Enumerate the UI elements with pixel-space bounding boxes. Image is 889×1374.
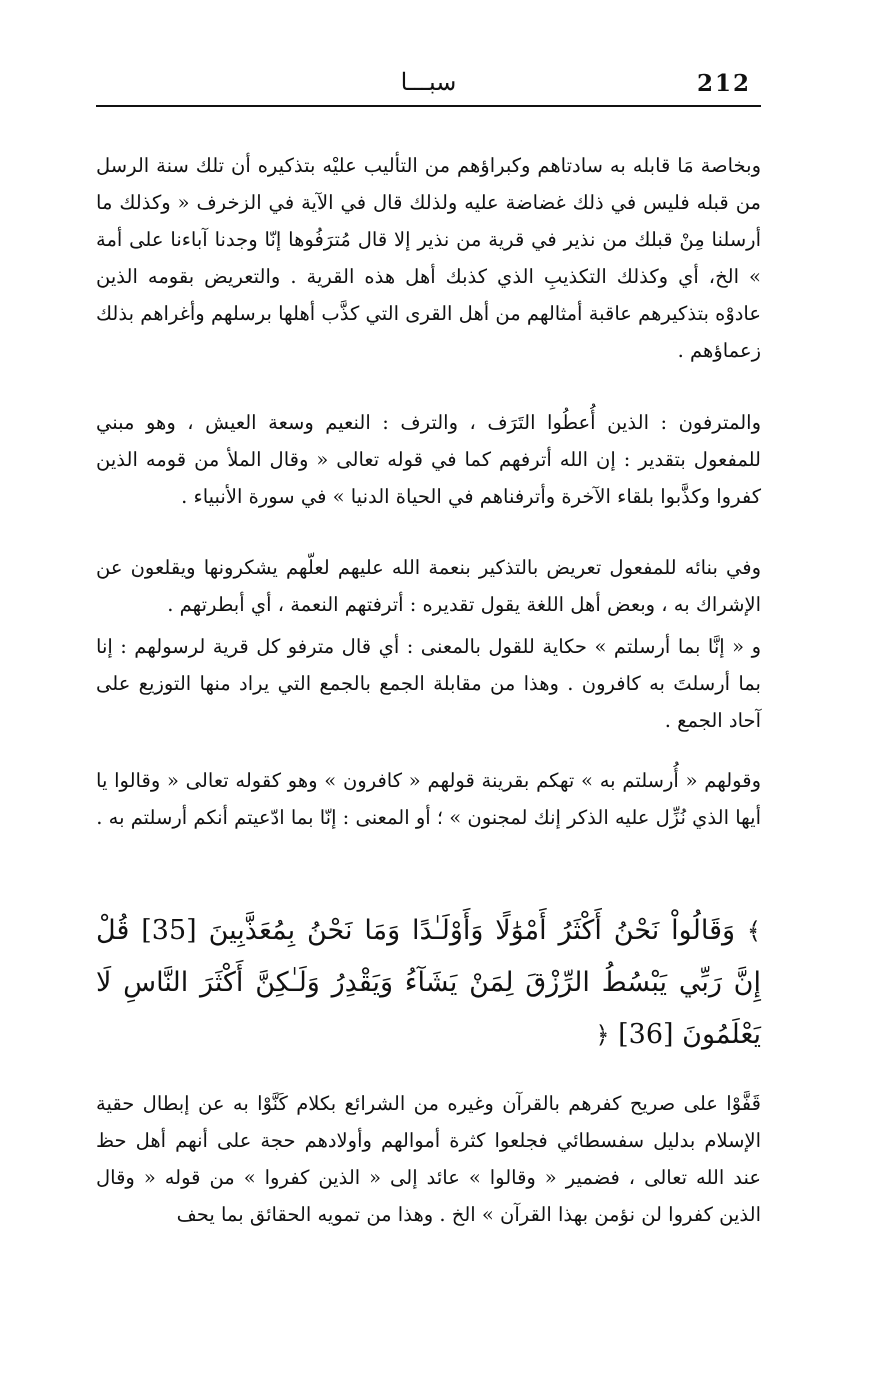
verse-open-bracket: ﴾ — [746, 917, 761, 945]
header-divider — [96, 105, 761, 107]
page-header — [96, 60, 761, 106]
paragraph-2: والمترفون : الذين أُعطُوا التَرَف ، والترف : النعيم وسعة العيش ، وهو مبني للمفعول بتقدير : إن الله أترفهم كما في قوله تعالى « وقال الملأ من قومه الذين كفروا وكذَّبوا بلقاء الآخرة وأترفناهم في الحياة الدنيا » في سورة الأنبياء . — [96, 411, 761, 508]
paragraph-1: وبخاصة مَا قابله به سادتاهم وكبراؤهم من التأليب عليْه بتذكيره أن تلك سنة الرسل من قبله فليس في ذلك غضاضة عليه ولذلك قال في الآية في الزخرف « وكذلك ما أرسلنا مِنْ قبلك من نذير في قرية من نذير إلا قال مُترَفُوها إنّا وجدنا آباءنا على أمة » الخ، أي وكذلك التكذيبِ الذي كذبك أهل هذه القرية . والتعريض بقومه الذين عادوْه بتذكيرهم عاقبة أمثالهم من أهل القرى التي كذَّب أهلها برسلهم وأغراهم بذلك زعماؤهم . — [96, 154, 761, 362]
paragraph-6: قَفَّوْا على صريح كفرهم بالقرآن وغيره من الشرائع بكلام كَنَّوْا به عن إبطال حقية الإسلام بدليل سفسطائي فجلعوا كثرة أموالهم وأولادهم حجة على أنهم أهل حظ عند الله تعالى ، فضمير « وقالوا » عائد إلى « الذين كفروا » من قوله « وقال الذين كفروا لن نؤمن بهذا القرآن » الخ . وهذا من تمويه الحقائق بما يحف — [96, 1092, 761, 1226]
verse-close-bracket: ﴿ — [595, 1021, 610, 1049]
paragraph-3: وفي بنائه للمفعول تعريض بالتذكير بنعمة الله عليهم لعلّهم يشكرونها ويقلعون عن الإشراك به ، وبعض أهل اللغة يقول تقديره : أترفتهم النعمة ، أي أبطرتهم . — [96, 556, 761, 616]
verse-text: وَقَالُواْ نَحْنُ أَكْثَرُ أَمْوَٰلًا وَأَوْلَـٰدًا وَمَا نَحْنُ بِمُعَذَّبِينَ [35] قُلْ إِنَّ رَبِّي يَبْسُطُ الرِّزْقَ لِمَنْ يَشَآءُ وَيَقْدِرُ وَلَـٰكِنَّ أَكْثَرَ النَّاسِ لَا يَعْلَمُونَ [36] — [96, 915, 761, 1050]
page-number: 212 — [696, 70, 751, 97]
running-title: سبـــا — [400, 68, 457, 96]
paragraph-5: وقولهم « أُرسلتم به » تهكم بقرينة قولهم « كافرون » وهو كقوله تعالى « وقالوا يا أيها الذي نُزِّل عليه الذكر إنك لمجنون » ؛ أو المعنى : إنّا بما ادّعيتم أنكم أرسلتم به . — [96, 769, 761, 829]
quran-verse — [96, 905, 761, 1061]
paragraph-4: و « إنَّا بما أرسلتم » حكاية للقول بالمعنى : أي قال مترفو كل قرية لرسولهم : إنا بما أرسلتَ به كافرون . وهذا من مقابلة الجمع بالجمع التي يراد منها التوزيع على آحاد الجمع . — [96, 635, 761, 732]
